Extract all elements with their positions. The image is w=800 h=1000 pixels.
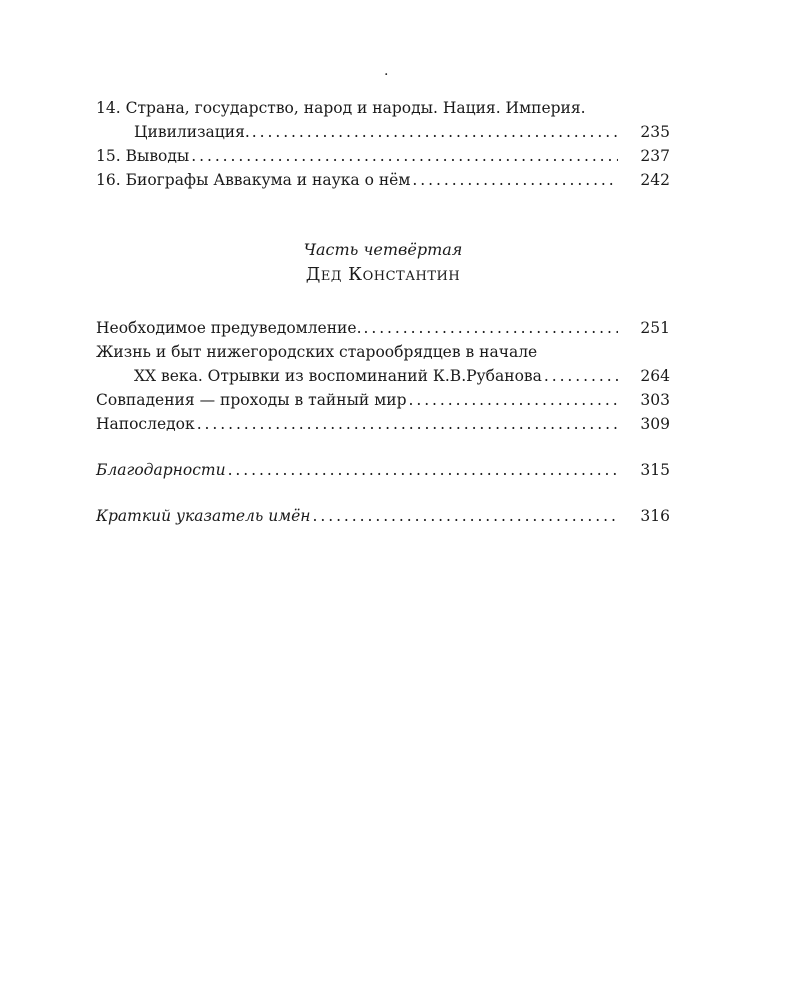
table-of-contents: [96, 96, 670, 528]
toc-entry-life-and-customs[interactable]: [96, 340, 670, 388]
dot-leader: [313, 504, 618, 528]
toc-entry-number: 15.: [96, 147, 121, 165]
toc-entry-16[interactable]: [96, 168, 670, 192]
toc-entry-finally[interactable]: [96, 412, 670, 436]
toc-entry-page: 316: [640, 507, 670, 525]
section-spacer: [96, 482, 670, 504]
toc-entry-15[interactable]: [96, 144, 670, 168]
toc-entry-title-line1: [96, 96, 670, 120]
dot-leader: [252, 120, 618, 144]
dot-leader: [412, 168, 618, 192]
toc-entry-14[interactable]: [96, 96, 670, 144]
part-heading: [96, 238, 670, 288]
toc-entry-name-index[interactable]: [96, 504, 670, 528]
toc-entry-title: [96, 144, 189, 168]
toc-entry-page: 242: [640, 171, 670, 189]
toc-entry-title-line1: Жизнь и быт нижегородских старообрядцев в начале: [96, 343, 538, 361]
toc-entry-page: 251: [640, 319, 670, 337]
toc-entry-title-text: Биографы Аввакума и наука о нём: [125, 171, 411, 189]
toc-entry-title-continued: XX века. Отрывки из воспоминаний К.В.Рубанова: [134, 367, 542, 385]
toc-entry-page: 237: [640, 147, 670, 165]
toc-entry-title-continued: Цивилизация.: [134, 123, 250, 141]
toc-entry-title-text: Выводы: [125, 147, 190, 165]
toc-entry-title: Краткий указатель имён: [96, 507, 311, 525]
toc-entry-title: Напоследок: [96, 415, 195, 433]
dot-leader: [544, 364, 618, 388]
part-title: Дед Константин: [305, 264, 461, 285]
toc-entry-page: 309: [640, 415, 670, 433]
toc-entry-number: 16.: [96, 171, 121, 189]
toc-entry-page: 303: [640, 391, 670, 409]
toc-entry-title: Необходимое предуведомление.: [96, 319, 362, 337]
toc-entry-line: [96, 120, 670, 144]
section-spacer: [96, 436, 670, 458]
dot-leader: [228, 458, 618, 482]
dot-leader: [191, 144, 618, 168]
toc-entry-page: 264: [640, 367, 670, 385]
toc-entry-title: Страна, государство, народ и народы. Нация. Империя.: [125, 99, 586, 117]
toc-entry-acknowledgements[interactable]: [96, 458, 670, 482]
dot-leader: [364, 316, 619, 340]
toc-entry-page: 315: [640, 461, 670, 479]
toc-entry-line: [96, 364, 670, 388]
toc-entry-page: 235: [640, 123, 670, 141]
toc-entry-title: Благодарности: [96, 461, 226, 479]
toc-entry-preface[interactable]: [96, 316, 670, 340]
page-mark: .: [384, 63, 389, 79]
toc-entry-title: [96, 168, 410, 192]
toc-entry-number: 14.: [96, 99, 121, 117]
part-label: Часть четвёртая: [303, 240, 463, 259]
toc-entry-coincidences[interactable]: [96, 388, 670, 412]
dot-leader: [197, 412, 618, 436]
toc-entry-title: Совпадения — проходы в тайный мир: [96, 391, 407, 409]
dot-leader: [409, 388, 619, 412]
